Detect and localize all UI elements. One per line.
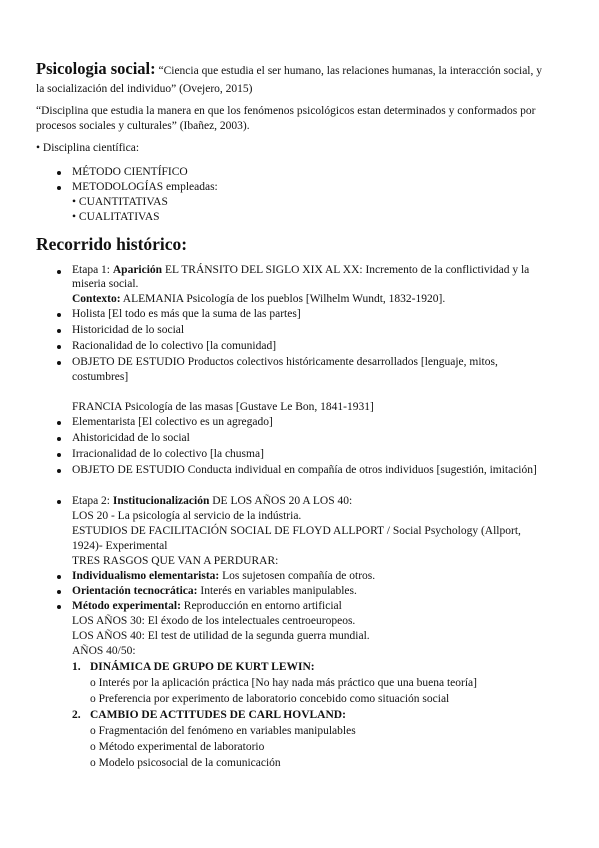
discipline-label: • Disciplina científica: xyxy=(36,142,140,154)
bullet-icon xyxy=(57,453,61,457)
definition-line-2: la socialización del individuo” (Ovejero, 2015) xyxy=(36,83,253,95)
context-text: ALEMANIA Psicología de los pueblos [Wilhelm Wundt, 1832-1920]. xyxy=(120,293,446,305)
list-item: OBJETO DE ESTUDIO Conducta individual en compañía de otros individuos [sugestión, imitación] xyxy=(72,464,537,476)
stage1-line-2: miseria social. xyxy=(72,278,139,290)
definition-ibanez-line-1: “Disciplina que estudia la manera en que los fenómenos psicológicos estan determinados y conformados por xyxy=(36,105,536,117)
bullet-icon xyxy=(57,186,61,190)
definition-ovejero: “Ciencia que estudia el ser humano, las relaciones humanas, la interacción social, y xyxy=(158,65,542,77)
method-scientific: MÉTODO CIENTÍFICO xyxy=(72,166,188,178)
bullet-icon xyxy=(57,421,61,425)
trait-text: Reproducción en entorno artificial xyxy=(180,600,342,612)
bullet-icon xyxy=(57,500,61,504)
stage1-text: EL TRÁNSITO DEL SIGLO XIX AL XX: Incremento de la conflictividad y la xyxy=(162,264,530,276)
list-item: Elementarista [El colectivo es un agregado] xyxy=(72,416,273,428)
stage2-line-5: LOS AÑOS 30: El éxodo de los intelectuales centroeuropeos. xyxy=(72,615,356,627)
stage2-label: Institucionalización xyxy=(112,495,210,507)
list-item: Historicidad de lo social xyxy=(72,324,185,336)
trait-text: Los sujetosen compañía de otros. xyxy=(219,570,376,582)
list-item-continuation: costumbres] xyxy=(72,371,129,383)
stage2-text: DE LOS AÑOS 20 A LOS 40: xyxy=(209,495,353,507)
context-label: Contexto: xyxy=(72,293,121,305)
methodologies-label: METODOLOGÍAS empleadas: xyxy=(72,181,218,193)
definition-line-1 xyxy=(36,59,542,79)
method-qualitative: • CUALITATIVAS xyxy=(72,211,160,223)
bullet-icon xyxy=(57,345,61,349)
trait-text: Interés en variables manipulables. xyxy=(197,585,357,597)
bullet-icon xyxy=(57,437,61,441)
stage2-line-3: 1924)- Experimental xyxy=(72,540,168,552)
list-item: OBJETO DE ESTUDIO Productos colectivos históricamente desarrollados [lenguaje, mitos, xyxy=(72,356,498,368)
trait-label: Individualismo elementarista: xyxy=(72,570,220,582)
page-title: Psicologia social: xyxy=(36,59,156,78)
bullet-icon xyxy=(57,329,61,333)
stage2-line-7: AÑOS 40/50: xyxy=(72,645,136,657)
list-item: Ahistoricidad de lo social xyxy=(72,432,190,444)
stage1-label: Aparición xyxy=(112,264,163,276)
method-quantitative: • CUANTITATIVAS xyxy=(72,196,168,208)
stage1-context xyxy=(72,292,445,307)
definition-ibanez-line-2: procesos sociales y culturales” (Ibañez, 2003). xyxy=(36,120,250,132)
list-item: o Preferencia por experimento de laboratorio concebido como situación social xyxy=(90,693,450,705)
france-header: FRANCIA Psicología de las masas [Gustave Le Bon, 1841-1931] xyxy=(72,401,374,413)
hovland-title: CAMBIO DE ACTITUDES DE CARL HOVLAND: xyxy=(90,709,346,721)
stage2-line xyxy=(72,494,352,509)
trait-label: Método experimental: xyxy=(72,600,181,612)
list-item: o Fragmentación del fenómeno en variables manipulables xyxy=(90,725,356,737)
bullet-icon xyxy=(57,605,61,609)
list-item: o Modelo psicosocial de la comunicación xyxy=(90,757,281,769)
list-number: 2. xyxy=(72,709,81,721)
list-item: Irracionalidad de lo colectivo [la chusma] xyxy=(72,448,264,460)
bullet-icon xyxy=(57,469,61,473)
stage2-prefix: Etapa 2: xyxy=(72,495,113,507)
bullet-icon xyxy=(57,575,61,579)
list-item: Holista [El todo es más que la suma de las partes] xyxy=(72,308,301,320)
trait-technocratic xyxy=(72,584,357,599)
stage1-prefix: Etapa 1: xyxy=(72,264,113,276)
trait-label: Orientación tecnocrática: xyxy=(72,585,198,597)
bullet-icon xyxy=(57,313,61,317)
list-number: 1. xyxy=(72,661,81,673)
list-item: o Interés por la aplicación práctica [No hay nada más práctico que una buena teoría] xyxy=(90,677,477,689)
list-item: Racionalidad de lo colectivo [la comunidad] xyxy=(72,340,277,352)
stage2-line-2: ESTUDIOS DE FACILITACIÓN SOCIAL DE FLOYD ALLPORT / Social Psychology (Allport, xyxy=(72,525,521,537)
stage1-line xyxy=(72,263,529,278)
bullet-icon xyxy=(57,361,61,365)
bullet-icon xyxy=(57,171,61,175)
lewin-title: DINÁMICA DE GRUPO DE KURT LEWIN: xyxy=(90,661,315,673)
bullet-icon xyxy=(57,590,61,594)
stage2-line-6: LOS AÑOS 40: El test de utilidad de la segunda guerra mundial. xyxy=(72,630,370,642)
trait-experimental xyxy=(72,599,342,614)
list-item: o Método experimental de laboratorio xyxy=(90,741,265,753)
stage2-line-1: LOS 20 - La psicología al servicio de la indústria. xyxy=(72,510,302,522)
trait-individualism xyxy=(72,569,375,584)
stage2-line-4: TRES RASGOS QUE VAN A PERDURAR: xyxy=(72,555,279,567)
section-heading-history: Recorrido histórico: xyxy=(36,234,188,254)
bullet-icon xyxy=(57,270,61,274)
